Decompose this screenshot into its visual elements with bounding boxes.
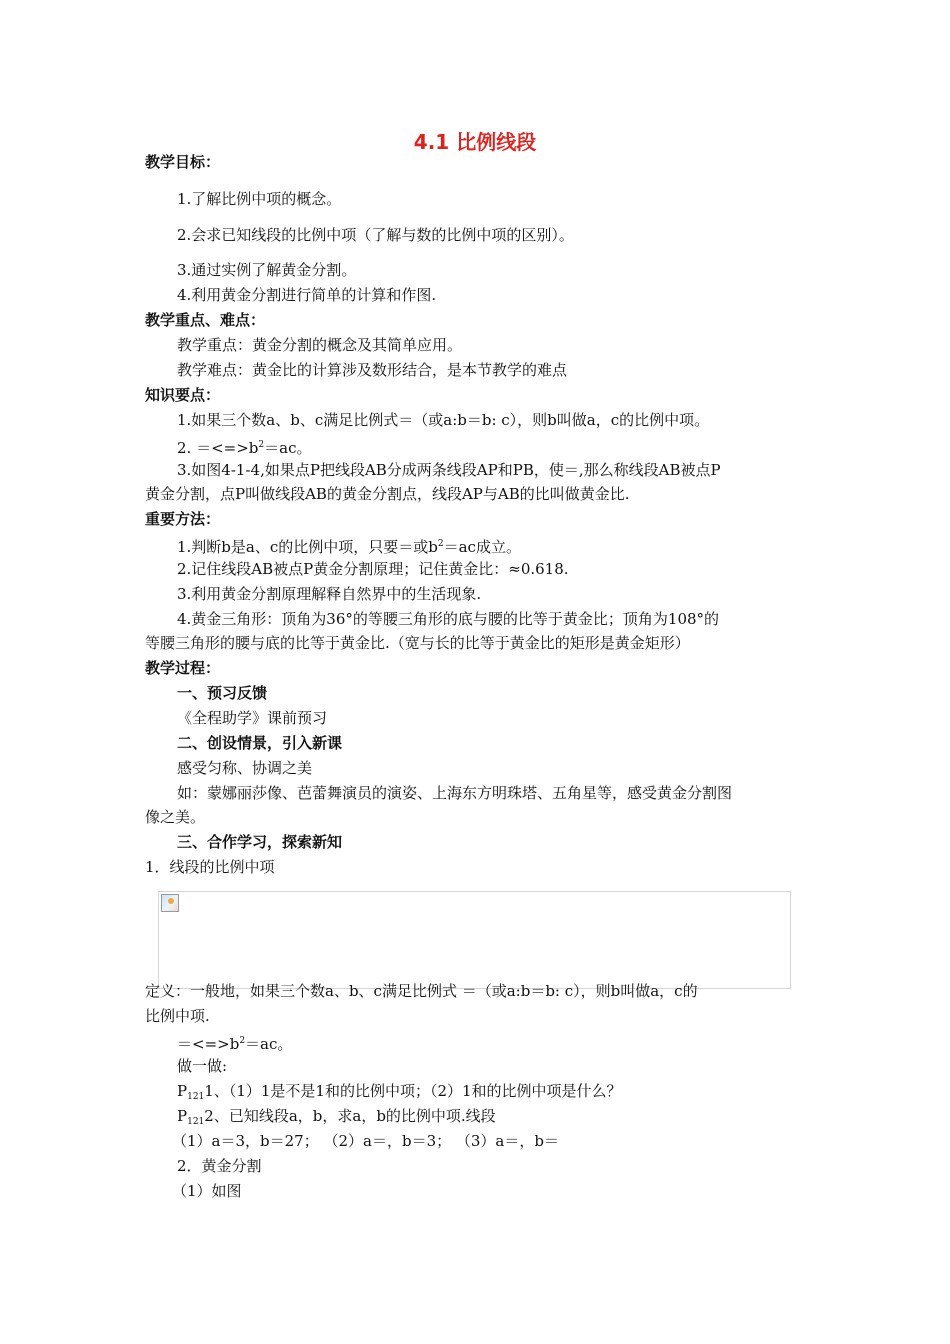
equivalence-text [177, 1031, 292, 1051]
process-text: 如：蒙娜丽莎像、芭蕾舞演员的演姿、上海东方明珠塔、五角星等，感受黄金分割图 [177, 784, 733, 802]
page-ref: P [177, 1107, 188, 1125]
knowledge-item-continued: 黄金分割，点P叫做线段AB的黄金分割点，线段AP与AB的比叫做黄金比. [145, 485, 630, 503]
goal-item: 1.了解比例中项的概念。 [177, 190, 342, 208]
equivalence-part: ＝ac。 [245, 1035, 293, 1053]
figure-placeholder [158, 891, 791, 989]
exercise-text: 1、（1）1是不是1和的比例中项；（2）1和的比例中项是什么？ [204, 1082, 622, 1100]
knowledge-k2-text: 2. ＝<=>b [177, 439, 259, 457]
definition-text: 定义：一般地，如果三个数a、b、c满足比例式 ＝（或a:b＝b: c），则b叫做a，c的 [145, 982, 698, 1000]
exercise-parts: （1）a＝3，b＝27； （2）a＝，b＝3； （3）a＝，b＝ [172, 1132, 559, 1150]
goal-item: 3.通过实例了解黄金分割。 [177, 261, 357, 279]
key-point: 教学重点：黄金分割的概念及其简单应用。 [177, 336, 463, 354]
key-point: 教学难点：黄金比的计算涉及数形结合，是本节教学的难点 [177, 361, 568, 379]
method-item: 2.记住线段AB被点P黄金分割原理；记住黄金比：≈0.618. [177, 560, 569, 578]
method-item: 4.黄金三角形：顶角为36°的等腰三角形的底与腰的比等于黄金比；顶角为108°的 [177, 610, 720, 628]
process-text: 感受匀称、协调之美 [177, 759, 313, 777]
superscript: 2 [239, 1036, 246, 1046]
exercise-item [177, 1106, 496, 1126]
broken-image-icon [161, 894, 179, 912]
process-step-heading: 二、创设情景，引入新课 [177, 734, 343, 752]
knowledge-heading: 知识要点： [145, 386, 221, 404]
superscript: 2 [258, 440, 265, 450]
method-item: 3.利用黄金分割原理解释自然界中的生活现象. [177, 585, 482, 603]
knowledge-item: 1.如果三个数a、b、c满足比例式＝（或a:b＝b: c），则b叫做a，c的比例中项。 [177, 411, 710, 429]
knowledge-item: 3.如图4-1-4,如果点P把线段AB分成两条线段AP和PB，使＝,那么称线段AB被点P [177, 461, 721, 479]
equivalence-part: ＝<=>b [177, 1035, 240, 1053]
method-item-continued: 等腰三角形的腰与底的比等于黄金比.（宽与长的比等于黄金比的矩形是黄金矩形） [145, 634, 690, 652]
process-text: 《全程助学》课前预习 [177, 709, 328, 727]
knowledge-item [177, 435, 311, 455]
process-text-continued: 像之美。 [145, 808, 206, 826]
method-m1-text: 1.判断b是a、c的比例中项，只要＝或b [177, 538, 438, 556]
page-ref: P [177, 1082, 188, 1100]
process-step-heading: 一、预习反馈 [177, 684, 268, 702]
method-m1-text: ＝ac成立。 [443, 538, 521, 556]
process-heading: 教学过程： [145, 659, 221, 677]
subscript: 121 [187, 1092, 205, 1102]
goal-item: 4.利用黄金分割进行简单的计算和作图. [177, 286, 437, 304]
method-item [177, 534, 521, 554]
try-heading: 做一做: [177, 1057, 228, 1075]
method-heading: 重要方法： [145, 510, 221, 528]
process-subitem-text: （1）如图 [172, 1182, 242, 1200]
goal-item: 2.会求已知线段的比例中项（了解与数的比例中项的区别）。 [177, 226, 574, 244]
superscript: 2 [437, 539, 444, 549]
subscript: 121 [187, 1117, 205, 1127]
process-subitem: 1．线段的比例中项 [145, 858, 275, 876]
exercise-text: 2、已知线段a，b，求a，b的比例中项.线段 [204, 1107, 496, 1125]
process-subitem: 2．黄金分割 [177, 1157, 262, 1175]
knowledge-k2-text: ＝ac。 [264, 439, 312, 457]
key-heading: 教学重点、难点： [145, 311, 266, 329]
goals-heading: 教学目标： [145, 153, 221, 171]
exercise-item [177, 1081, 622, 1101]
definition-text-continued: 比例中项. [145, 1007, 210, 1025]
page-title: 4.1 比例线段 [413, 130, 537, 154]
process-step-heading: 三、合作学习，探索新知 [177, 833, 343, 851]
